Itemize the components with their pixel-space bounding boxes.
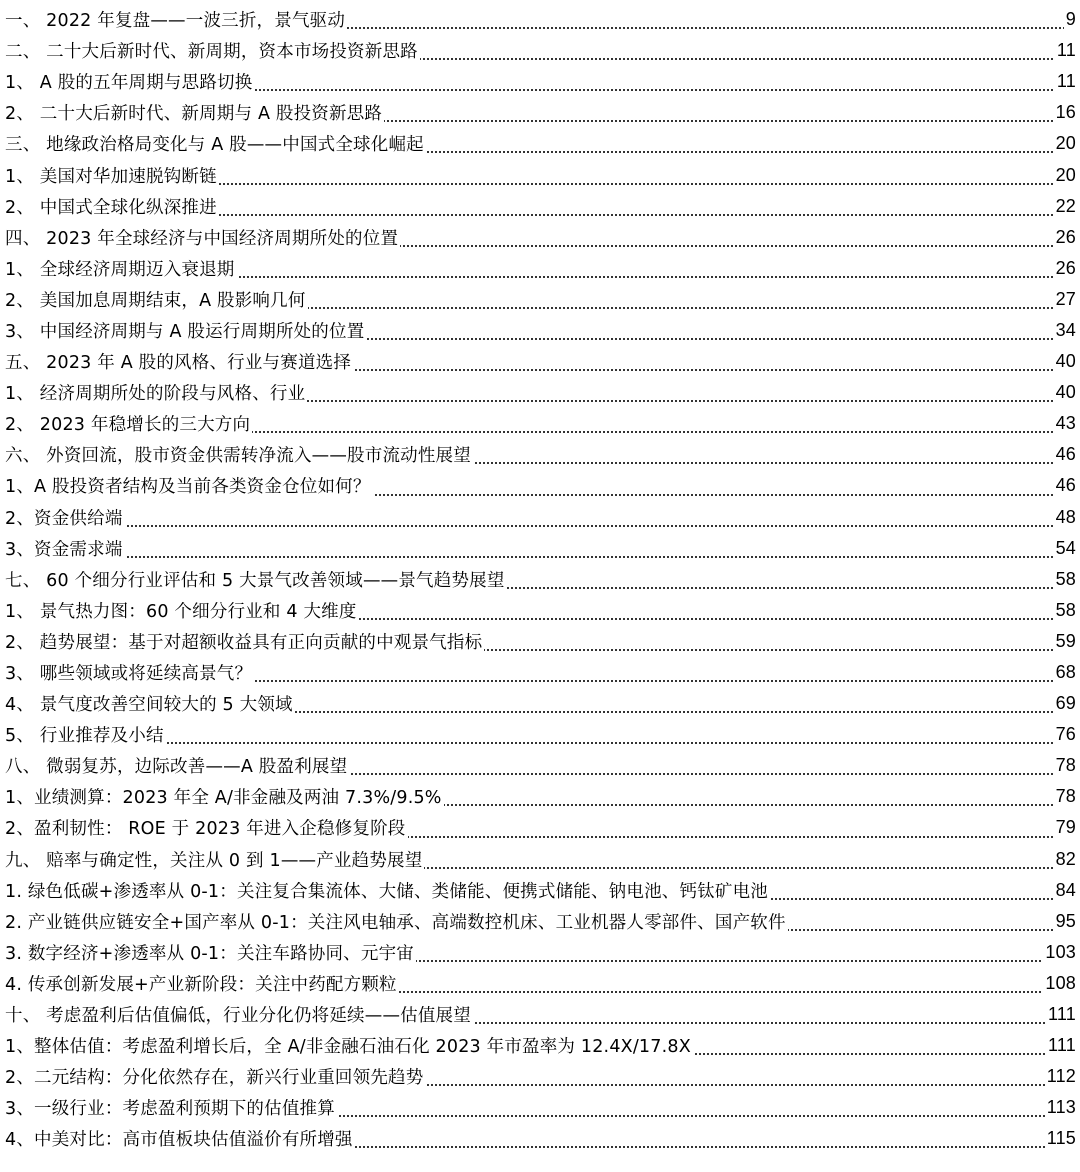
toc-entry-title: 2、 2023 年稳增长的三大方向 (5, 408, 252, 439)
toc-entry[interactable] (0, 719, 1080, 750)
toc-entry-page-number: 48 (1054, 502, 1076, 533)
toc-entry-page-number: 46 (1054, 470, 1076, 501)
toc-entry-title: 3、 中国经济周期与 A 股运行周期所处的位置 (5, 315, 366, 346)
toc-entry-page-number: 68 (1054, 657, 1076, 688)
toc-entry-title: 2、 中国式全球化纵深推进 (5, 191, 219, 222)
toc-entry[interactable] (0, 408, 1080, 439)
toc-entry-page-number: 84 (1054, 875, 1076, 906)
toc-entry[interactable] (0, 626, 1080, 657)
toc-entry-page-number: 26 (1054, 253, 1076, 284)
toc-entry-title: 2、盈利韧性： ROE 于 2023 年进入企稳修复阶段 (5, 812, 408, 843)
toc-entry-title: 5、 行业推荐及小结 (5, 719, 166, 750)
toc-entry-title: 2. 产业链供应链安全+国产率从 0-1：关注风电轴承、高端数控机床、工业机器人零部件、国产软件 (5, 906, 788, 937)
toc-entry-title: 九、 赔率与确定性，关注从 0 到 1——产业趋势展望 (5, 844, 424, 875)
dot-leader (8, 556, 1072, 558)
toc-entry[interactable] (0, 470, 1080, 501)
toc-entry-page-number: 113 (1045, 1092, 1076, 1123)
toc-entry-page-number: 59 (1054, 626, 1076, 657)
toc-entry-page-number: 111 (1046, 1030, 1076, 1061)
toc-entry-title: 1. 绿色低碳+渗透率从 0-1：关注复合集流体、大储、类储能、便携式储能、钠电池、钙钛矿电池 (5, 875, 770, 906)
toc-entry-title: 四、 2023 年全球经济与中国经济周期所处的位置 (5, 222, 400, 253)
toc-entry[interactable] (0, 812, 1080, 843)
toc-entry-page-number: 11 (1055, 66, 1076, 97)
toc-entry-page-number: 112 (1045, 1061, 1076, 1092)
toc-entry-title: 2、二元结构：分化依然存在，新兴行业重回领先趋势 (5, 1061, 425, 1092)
toc-entry-page-number: 58 (1054, 564, 1076, 595)
toc-entry[interactable] (0, 4, 1080, 35)
toc-entry[interactable] (0, 253, 1080, 284)
dot-leader (8, 742, 1072, 744)
toc-entry[interactable] (0, 688, 1080, 719)
toc-entry[interactable] (0, 284, 1080, 315)
toc-entry[interactable] (0, 128, 1080, 159)
toc-entry-title: 4. 传承创新发展+产业新阶段：关注中药配方颗粒 (5, 968, 399, 999)
toc-entry-page-number: 43 (1054, 408, 1076, 439)
toc-entry-page-number: 95 (1054, 906, 1076, 937)
toc-entry-page-number: 58 (1054, 595, 1076, 626)
toc-entry-title: 3. 数字经济+渗透率从 0-1：关注车路协同、元宇宙 (5, 937, 416, 968)
toc-entry-page-number: 26 (1054, 222, 1076, 253)
toc-entry-title: 二、 二十大后新时代、新周期，资本市场投资新思路 (5, 35, 420, 66)
toc-entry[interactable] (0, 222, 1080, 253)
toc-entry-page-number: 54 (1054, 533, 1076, 564)
dot-leader (8, 525, 1072, 527)
table-of-contents (0, 4, 1080, 1154)
toc-entry-page-number: 20 (1054, 159, 1076, 190)
toc-entry-title: 1、 美国对华加速脱钩断链 (5, 159, 219, 190)
toc-entry-title: 十、 考虑盈利后估值偏低，行业分化仍将延续——估值展望 (5, 999, 473, 1030)
toc-entry[interactable] (0, 595, 1080, 626)
toc-entry-page-number: 115 (1045, 1123, 1076, 1154)
toc-entry[interactable] (0, 66, 1080, 97)
toc-entry-page-number: 108 (1043, 968, 1076, 999)
toc-entry-title: 七、 60 个细分行业评估和 5 大景气改善领域——景气趋势展望 (5, 564, 507, 595)
toc-entry-title: 2、资金供给端 (5, 502, 125, 533)
toc-entry-page-number: 34 (1054, 315, 1076, 346)
toc-entry-page-number: 40 (1054, 377, 1076, 408)
toc-entry[interactable] (0, 875, 1080, 906)
toc-entry-page-number: 76 (1054, 719, 1076, 750)
toc-entry[interactable] (0, 502, 1080, 533)
toc-entry[interactable] (0, 377, 1080, 408)
toc-entry[interactable] (0, 1030, 1080, 1061)
toc-entry-page-number: 11 (1055, 35, 1076, 66)
toc-entry[interactable] (0, 657, 1080, 688)
toc-entry-page-number: 79 (1054, 812, 1076, 843)
toc-entry[interactable] (0, 97, 1080, 128)
toc-entry-title: 3、资金需求端 (5, 533, 125, 564)
toc-entry-page-number: 82 (1054, 844, 1076, 875)
toc-entry[interactable] (0, 439, 1080, 470)
toc-entry-title: 2、 二十大后新时代、新周期与 A 股投资新思路 (5, 97, 384, 128)
toc-entry-title: 2、 美国加息周期结束，A 股影响几何 (5, 284, 308, 315)
toc-entry-title: 1、 景气热力图：60 个细分行业和 4 大维度 (5, 595, 359, 626)
toc-entry-page-number: 40 (1054, 346, 1076, 377)
toc-entry-page-number: 27 (1054, 284, 1076, 315)
toc-entry-title: 4、 景气度改善空间较大的 5 大领域 (5, 688, 295, 719)
toc-entry[interactable] (0, 35, 1080, 66)
toc-entry-title: 3、 哪些领域或将延续高景气？ (5, 657, 254, 688)
toc-entry-title: 1、 经济周期所处的阶段与风格、行业 (5, 377, 307, 408)
toc-entry[interactable] (0, 315, 1080, 346)
toc-entry[interactable] (0, 159, 1080, 190)
toc-entry-page-number: 9 (1064, 4, 1076, 35)
toc-entry[interactable] (0, 1123, 1080, 1154)
toc-entry[interactable] (0, 844, 1080, 875)
toc-entry[interactable] (0, 906, 1080, 937)
toc-entry-title: 3、一级行业：考虑盈利预期下的估值推算 (5, 1092, 337, 1123)
toc-entry-title: 六、 外资回流，股市资金供需转净流入——股市流动性展望 (5, 439, 473, 470)
toc-entry-title: 八、 微弱复苏，边际改善——A 股盈利展望 (5, 750, 349, 781)
toc-entry-title: 2、 趋势展望：基于对超额收益具有正向贡献的中观景气指标 (5, 626, 484, 657)
toc-entry-page-number: 103 (1043, 937, 1076, 968)
toc-entry[interactable] (0, 937, 1080, 968)
toc-entry[interactable] (0, 781, 1080, 812)
toc-entry-page-number: 78 (1054, 781, 1076, 812)
toc-entry[interactable] (0, 564, 1080, 595)
toc-entry-title: 五、 2023 年 A 股的风格、行业与赛道选择 (5, 346, 353, 377)
toc-entry-page-number: 111 (1046, 999, 1076, 1030)
toc-entry-page-number: 22 (1054, 191, 1076, 222)
toc-entry[interactable] (0, 999, 1080, 1030)
toc-entry-title: 一、 2022 年复盘——一波三折，景气驱动 (5, 4, 347, 35)
toc-entry[interactable] (0, 1092, 1080, 1123)
toc-entry-page-number: 69 (1054, 688, 1076, 719)
toc-entry-title: 1、 A 股的五年周期与思路切换 (5, 66, 254, 97)
toc-entry[interactable] (0, 1061, 1080, 1092)
toc-entry[interactable] (0, 533, 1080, 564)
toc-entry[interactable] (0, 191, 1080, 222)
toc-entry-title: 三、 地缘政治格局变化与 A 股——中国式全球化崛起 (5, 128, 426, 159)
toc-entry-title: 1、业绩测算：2023 年全 A/非金融及两油 7.3%/9.5% (5, 781, 444, 812)
toc-entry-title: 1、A 股投资者结构及当前各类资金仓位如何？ (5, 470, 373, 501)
toc-entry-title: 4、中美对比：高市值板块估值溢价有所增强 (5, 1123, 355, 1154)
toc-entry-title: 1、 全球经济周期迈入衰退期 (5, 253, 237, 284)
toc-entry[interactable] (0, 346, 1080, 377)
toc-entry[interactable] (0, 750, 1080, 781)
toc-entry[interactable] (0, 968, 1080, 999)
toc-entry-title: 1、整体估值：考虑盈利增长后，全 A/非金融石油石化 2023 年市盈率为 12.4X/17.8X (5, 1030, 693, 1061)
toc-entry-page-number: 20 (1054, 128, 1076, 159)
toc-entry-page-number: 78 (1054, 750, 1076, 781)
toc-entry-page-number: 46 (1054, 439, 1076, 470)
toc-entry-page-number: 16 (1054, 97, 1076, 128)
